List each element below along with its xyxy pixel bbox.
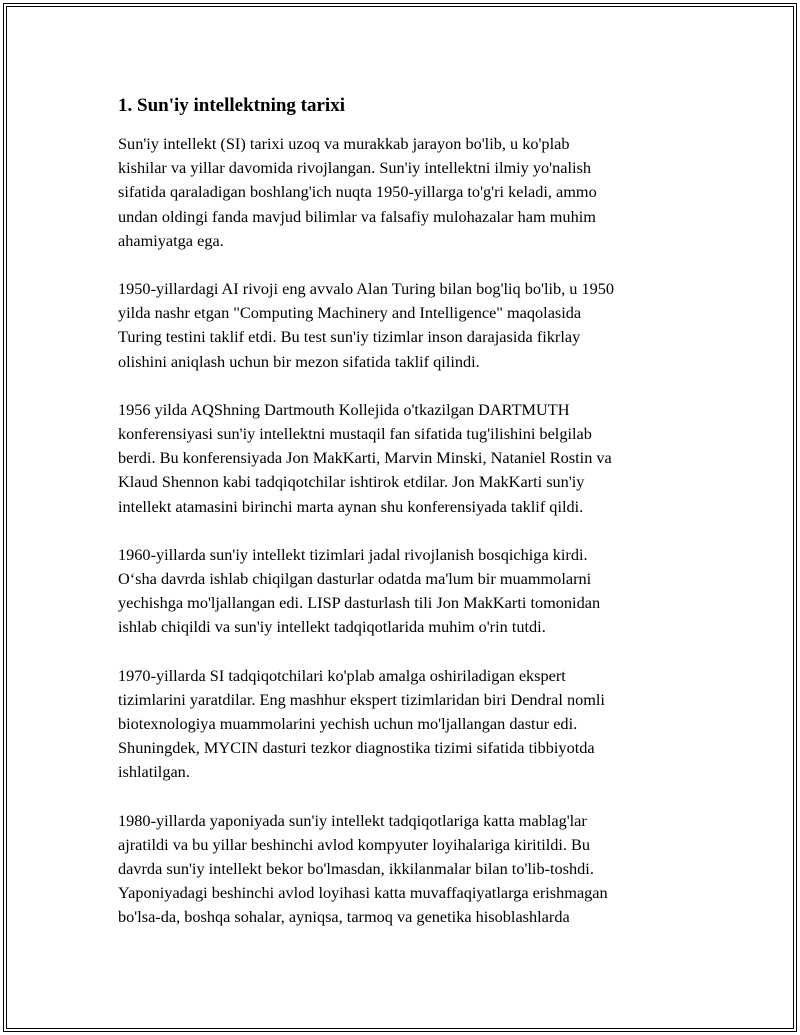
document-body [118, 94, 690, 954]
paragraph-1980s: 1980-yillarda yaponiyada sun'iy intellekt tadqiqotlariga katta mablag'lar ajratildi va bu yillar beshinchi avlod kompyuter loyihalariga kiritildi. Bu davrda sun'iy intellekt bekor bo'lmasdan, ikkilanmalar bilan to'lib-toshdi. Yaponiyadagi beshinchi avlod loyihasi katta muvaffaqiyatlarga erishmagan bo'lsa-da, boshqa sohalar, ayniqsa, tarmoq va genetika hisoblashlarda [118, 810, 608, 927]
paragraph-1956: 1956 yilda AQShning Dartmouth Kollejida o'tkazilgan DARTMUTH konferensiyasi sun'iy intellektni mustaqil fan sifatida tug'ilishini belgilab berdi. Bu konferensiyada Jon MakKarti, Marvin Minski, Nataniel Rostin va Klaud Shennon kabi tadqiqotchilar ishtirok etdilar. Jon MakKarti sun'iy intellekt atamasini birinchi marta aynan shu konferensiyada taklif qildi. [118, 399, 612, 516]
section-heading: 1. Sun'iy intellektning tarixi [118, 95, 345, 116]
paragraph-1960s: 1960-yillarda sun'iy intellekt tizimlari jadal rivojlanish bosqichiga kirdi. O‘sha davrda ishlab chiqilgan dasturlar odatda ma'lum bir muammolarni yechishga mo'ljallangan edi. LISP dasturlash tili Jon MakKarti tomonidan ishlab chiqildi va sun'iy intellekt tadqiqotlarida muhim o'rin tutdi. [118, 544, 601, 637]
paragraph-intro: Sun'iy intellekt (SI) tarixi uzoq va murakkab jarayon bo'lib, u ko'plab kishilar va yillar davomida rivojlangan. Sun'iy intellektni ilmiy yo'nalish sifatida qaraladigan boshlang'ich nuqta 1950-yillarga to'g'ri keladi, ammo undan oldingi fanda mavjud bilimlar va falsafiy mulohazalar ham muhim ahamiyatga ega. [118, 134, 597, 250]
paragraph-1950s: 1950-yillardagi AI rivoji eng avvalo Alan Turing bilan bog'liq bo'lib, u 1950 yilda nashr etgan "Computing Machinery and Intelligence" maqolasida Turing testini taklif etdi. Bu test sun'iy tizimlar inson darajasida fikrlay olishini aniqlash uchun bir mezon sifatida taklif qilindi. [118, 279, 615, 371]
paragraph-1970s: 1970-yillarda SI tadqiqotchilari ko'plab amalga oshiriladigan ekspert tizimlarini yaratdilar. Eng mashhur ekspert tizimlaridan biri Dendral nomli biotexnologiya muammolarini yechish uchun mo'ljallangan dastur edi. Shuningdek, MYCIN dasturi tezkor diagnostika tizimi sifatida tibbiyotda ishlatilgan. [118, 665, 605, 782]
